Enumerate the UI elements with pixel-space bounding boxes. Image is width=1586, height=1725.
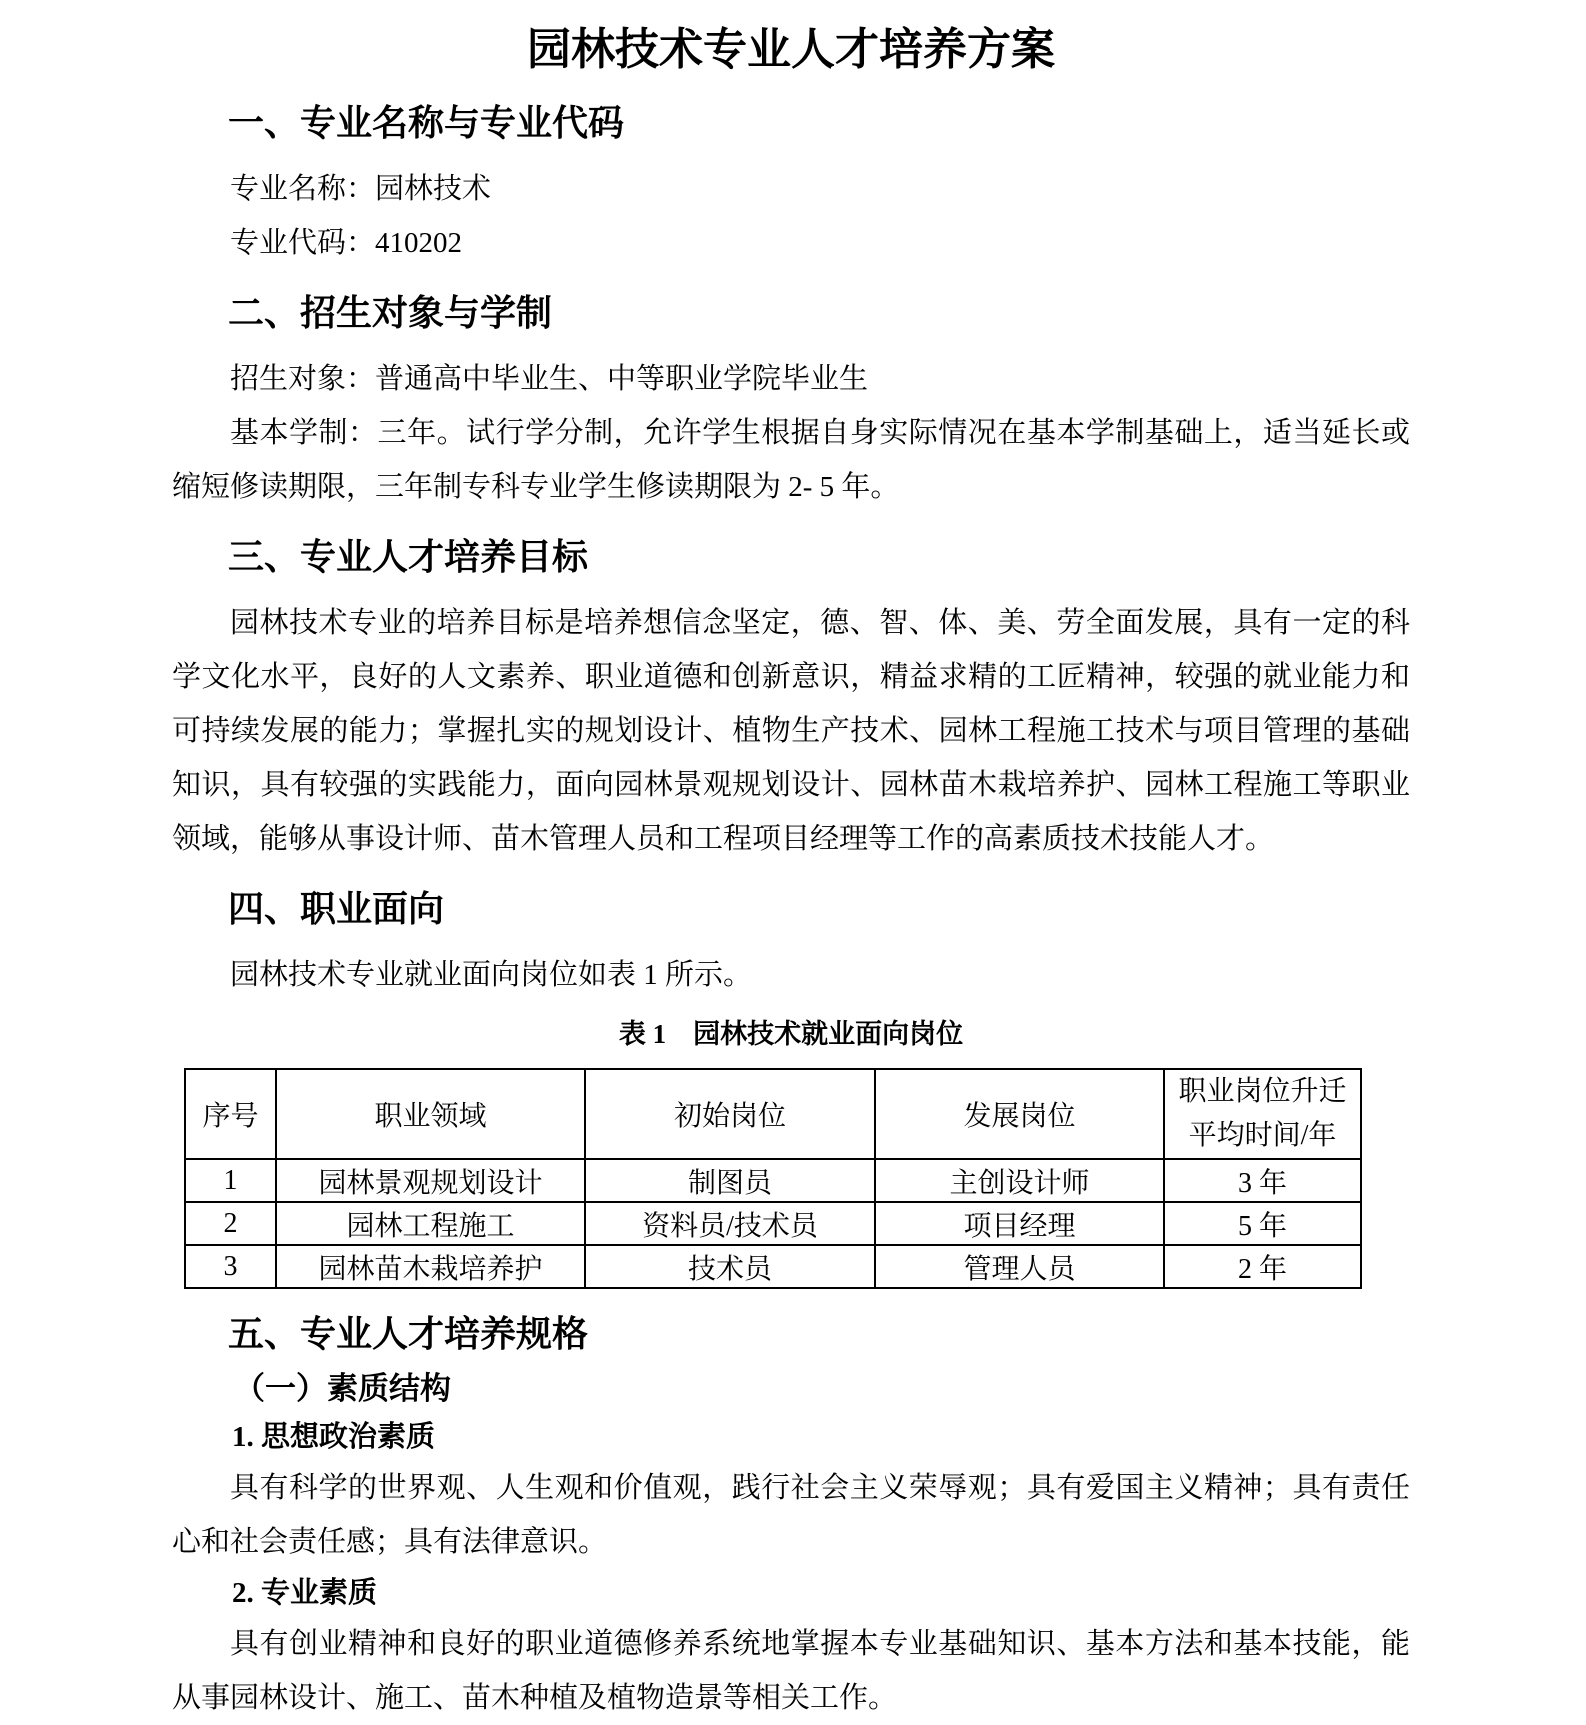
column-header-development-post: 发展岗位 bbox=[875, 1069, 1164, 1159]
section2-paragraph-enrollment: 招生对象：普通高中毕业生、中等职业学院毕业生 bbox=[230, 363, 869, 395]
section1-paragraph-name: 专业名称：园林技术 bbox=[230, 173, 492, 205]
table-cell: 园林工程施工 bbox=[276, 1202, 585, 1245]
table-cell: 园林景观规划设计 bbox=[276, 1159, 585, 1202]
table-cell: 1 bbox=[185, 1159, 276, 1202]
section4-heading: 四、职业面向 bbox=[228, 889, 445, 929]
table-row bbox=[185, 1202, 1361, 1245]
table-cell: 技术员 bbox=[585, 1245, 875, 1288]
column-header-field: 职业领域 bbox=[276, 1069, 585, 1159]
section5-item2-heading: 2. 专业素质 bbox=[232, 1577, 378, 1609]
table-cell: 制图员 bbox=[585, 1159, 875, 1202]
document-title: 园林技术专业人才培养方案 bbox=[527, 25, 1055, 74]
table-header-row bbox=[185, 1069, 1361, 1159]
column-header-index: 序号 bbox=[185, 1069, 276, 1159]
section1-heading: 一、专业名称与专业代码 bbox=[228, 103, 625, 143]
column-header-promotion-time bbox=[1164, 1069, 1361, 1159]
section5-item2-paragraph: 具有创业精神和良好的职业道德修养系统地掌握本专业基础知识、基本方法和基本技能，能从事园林设计、施工、苗木种植及植物造景等相关工作。 bbox=[172, 1628, 1410, 1714]
table-cell: 资料员/技术员 bbox=[585, 1202, 875, 1245]
table-cell: 管理人员 bbox=[875, 1245, 1164, 1288]
table-row bbox=[185, 1245, 1361, 1288]
section5-heading: 五、专业人才培养规格 bbox=[228, 1314, 589, 1354]
column-header-initial-post: 初始岗位 bbox=[585, 1069, 875, 1159]
section5-item1-heading: 1. 思想政治素质 bbox=[232, 1421, 436, 1453]
column-header-promotion-line1: 职业岗位升迁 bbox=[1178, 1076, 1347, 1107]
column-header-promotion-line2: 平均时间/年 bbox=[1188, 1120, 1337, 1151]
table-cell: 3 年 bbox=[1164, 1159, 1361, 1202]
section2-paragraph-schooling: 基本学制：三年。试行学分制，允许学生根据自身实际情况在基本学制基础上，适当延长或缩短修读期限，三年制专科专业学生修读期限为 2- 5 年。 bbox=[172, 417, 1410, 503]
section3-paragraph-goal: 园林技术专业的培养目标是培养想信念坚定，德、智、体、美、劳全面发展，具有一定的科学文化水平，良好的人文素养、职业道德和创新意识，精益求精的工匠精神，较强的就业能力和可持续发展的能力；掌握扎实的规划设计、植物生产技术、园林工程施工技术与项目管理的基础知识，具有较强的实践能力，面向园林景观规划设计、园林苗木栽培养护、园林工程施工等职业领域，能够从事设计师、苗木管理人员和工程项目经理等工作的高素质技术技能人才。 bbox=[172, 607, 1410, 855]
table-cell: 2 bbox=[185, 1202, 276, 1245]
table-cell: 3 bbox=[185, 1245, 276, 1288]
table1-caption: 表 1 园林技术就业面向岗位 bbox=[618, 1019, 964, 1049]
table-cell: 5 年 bbox=[1164, 1202, 1361, 1245]
section5-sub1-heading: （一）素质结构 bbox=[234, 1371, 451, 1406]
section5-item1-paragraph: 具有科学的世界观、人生观和价值观，践行社会主义荣辱观；具有爱国主义精神；具有责任心和社会责任感；具有法律意识。 bbox=[172, 1472, 1410, 1558]
table-cell: 主创设计师 bbox=[875, 1159, 1164, 1202]
section2-heading: 二、招生对象与学制 bbox=[228, 293, 553, 333]
table-row bbox=[185, 1159, 1361, 1202]
table-cell: 项目经理 bbox=[875, 1202, 1164, 1245]
section3-heading: 三、专业人才培养目标 bbox=[228, 537, 589, 577]
jobs-table bbox=[184, 1068, 1362, 1289]
table-cell: 园林苗木栽培养护 bbox=[276, 1245, 585, 1288]
section4-paragraph-intro: 园林技术专业就业面向岗位如表 1 所示。 bbox=[230, 959, 753, 991]
section1-paragraph-code: 专业代码：410202 bbox=[230, 227, 463, 259]
table-cell: 2 年 bbox=[1164, 1245, 1361, 1288]
